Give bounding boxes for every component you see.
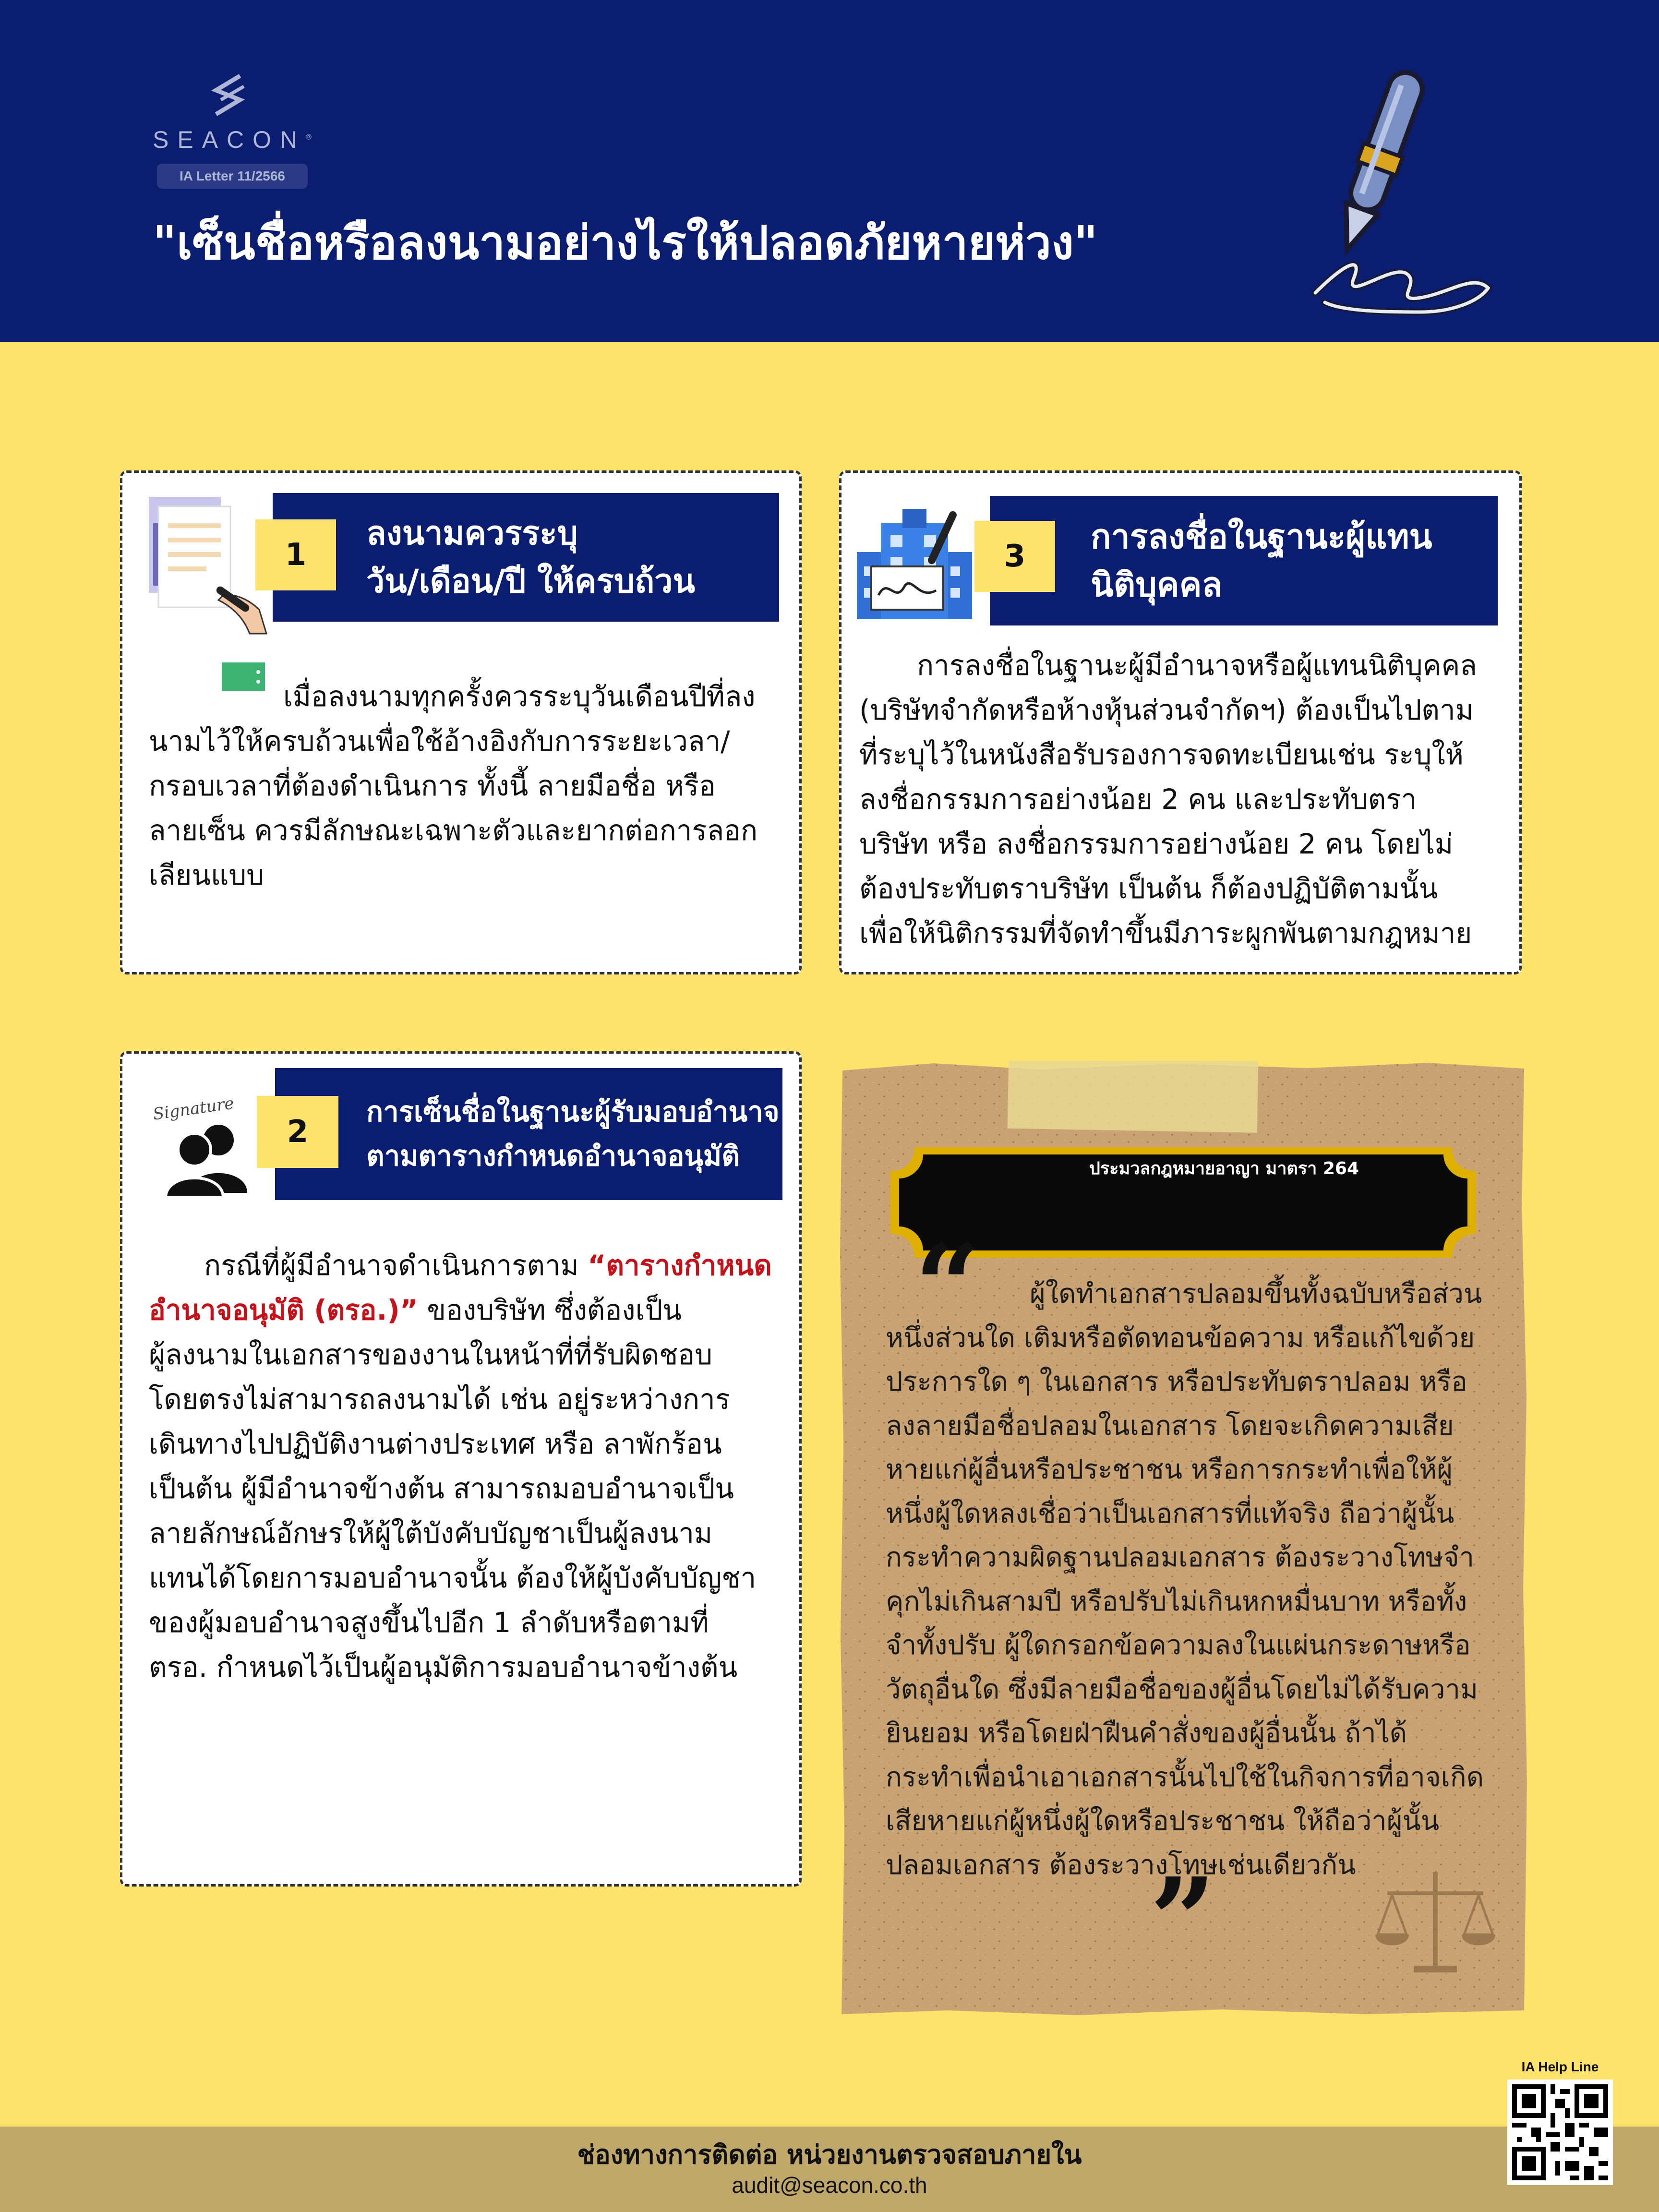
- seacon-logo-icon: [206, 72, 250, 125]
- footer-email[interactable]: audit@seacon.co.th: [732, 2173, 927, 2198]
- section-1-body: เมื่อลงนามทุกครั้งควรระบุวันเดือนปีที่ลง นามไว้ให้ครบถ้วนเพื่อใช้อ้างอิงกับการระยะเวลา/ กรอบเวลาที่ต้องดำเนินการ ทั้งนี้ ลายมือชื่อ หรือ ลายเซ็น ควรมีลักษณะเฉพาะตัวและยากต่อการลอก เลียนแบบ: [149, 680, 758, 891]
- section-2-title-line1: การเซ็นชื่อในฐานะผู้รับมอบอำนาจ: [366, 1095, 780, 1128]
- section-2-banner: [275, 1068, 782, 1200]
- section-2-title-line2: ตามตารางกำหนดอำนาจอนุมัติ: [366, 1140, 740, 1172]
- section-1-title-line2: วัน/เดือน/ปี ให้ครบถ้วน: [366, 563, 695, 601]
- section-3-body: การลงชื่อในฐานะผู้มีอำนาจหรือผู้แทนนิติบุคคล (บริษัทจำกัดหรือห้างหุ้นส่วนจำกัดฯ) ต้องเป็นไปตาม ที่ระบุไว้ในหนังสือรับรองการจดทะเบียนเช่น ระบุให้ ลงชื่อกรรมการอย่างน้อย 2 คน และประทับตรา บริษัท หรือ ลงชื่อกรรมการอย่างน้อย 2 คน โดยไม่ ต้องประทับตราบริษัท เป็นต้น ก็ต้องปฏิบัติตามนั้น เพื่อให้นิติกรรมที่จัดทำขึ้นมีภาระผูกพันตามกฎหมาย: [859, 649, 1477, 950]
- highlight-term-cont: อำนาจอนุมัติ (ตรอ.)”: [149, 1294, 418, 1326]
- signature-scribble: Signature: [152, 1094, 236, 1124]
- law-note-body: ผู้ใดทำเอกสารปลอมขึ้นทั้งฉบับหรือส่วน หนึ่งส่วนใด เติมหรือตัดทอนข้อความ หรือแก้ไขด้วย ประการใด ๆ ในเอกสาร หรือประทับตราปลอม หรือ ลงลายมือชื่อปลอมในเอกสาร โดยจะเกิดความเสีย หายแก่ผู้อื่นหรือประชาชน หรือการกระทำเพื่อให้ผู้ หนึ่งผู้ใดหลงเชื่อว่าเป็นเอกสารที่แท้จริง ถือว่าผู้นั้น กระทำความผิดฐานปลอมเอกสาร ต้องระวางโทษจำ คุกไม่เกินสามปี หรือปรับไม่เกินหกหมื่นบาท หรือทั้ง จำทั้งปรับ ผู้ใดกรอกข้อความลงในแผ่นกระดาษหรือ วัตถุอื่นใด ซึ่งมีลายมือชื่อของผู้อื่นโดยไม่ได้รับความ ยินยอม หรือโดยฝ่าฝืนคำสั่งของผู้อื่นนั้น ถ้าได้ กระทำเพื่อนำเอาเอกสารนั้นไปใช้ในกิจการที่อาจเกิด เสียหายแก่ผู้หนึ่งผู้ใดหรือประชาชน ให้ถือว่าผู้นั้น ปลอมเอกสาร ต้องระวางโทษเช่นเดียวกัน: [886, 1278, 1484, 1881]
- section-1-banner: [273, 493, 779, 622]
- highlight-term: “ตารางกำหนด: [588, 1249, 772, 1282]
- document-pen-icon: [146, 494, 271, 638]
- law-note-label: ประมวลกฎหมายอาญา มาตรา 264: [1089, 1159, 1359, 1178]
- pen-signature-icon: [1248, 62, 1507, 322]
- people-signature-icon: [166, 1121, 247, 1198]
- section-3-title-line2: นิติบุคคล: [1091, 565, 1223, 604]
- section-3-banner: [990, 496, 1498, 625]
- page-title: "เซ็นชื่อหรือลงนามอย่างไรให้ปลอดภัยหายห่วง": [153, 216, 1098, 270]
- qr-code-icon[interactable]: [1507, 2080, 1613, 2185]
- logo-text: SEACON®: [153, 126, 312, 153]
- footer-title: ช่องทางการติดต่อ หน่วยงานตรวจสอบภายใน: [577, 2140, 1082, 2170]
- helpline-label: IA Help Line: [1521, 2059, 1599, 2074]
- section-3-number: 3: [974, 521, 1055, 592]
- section-3-title-line1: การลงชื่อในฐานะผู้แทน: [1091, 517, 1432, 556]
- section-1-title-line1: ลงนามควรระบุ: [366, 515, 578, 553]
- close-quote-icon: ”: [1150, 1852, 1216, 1988]
- open-quote-icon: “: [914, 1219, 981, 1354]
- issue-badge: IA Letter 11/2566: [157, 164, 308, 189]
- section-2-body: กรณีที่ผู้มีอำนาจดำเนินการตาม “ตารางกำหนด อำนาจอนุมัติ (ตรอ.)” ของบริษัท ซึ่งต้องเป็น ผู้ลงนามในเอกสารของงานในหน้าที่ที่รับผิดชอบ โดยตรงไม่สามารถลงนามได้ เช่น อยู่ระหว่างการ เดินทางไปปฏิบัติงานต่างประเทศ หรือ ลาพักร้อน เป็นต้น ผู้มีอำนาจข้างต้น สามารถมอบอำนาจเป็น ลายลักษณ์อักษรให้ผู้ใต้บังคับบัญชาเป็นผู้ลงนาม แทนได้โดยการมอบอำนาจนั้น ต้องให้ผู้บังคับบัญชา ของผู้มอบอำนาจสูงขึ้นไปอีก 1 ลำดับหรือตามที่ ตรอ. กำหนดไว้เป็นผู้อนุมัติการมอบอำนาจข้างต้น: [149, 1249, 772, 1683]
- section-2-number: 2: [257, 1096, 338, 1168]
- building-signature-icon: [852, 499, 977, 624]
- section-1-number: 1: [255, 519, 336, 590]
